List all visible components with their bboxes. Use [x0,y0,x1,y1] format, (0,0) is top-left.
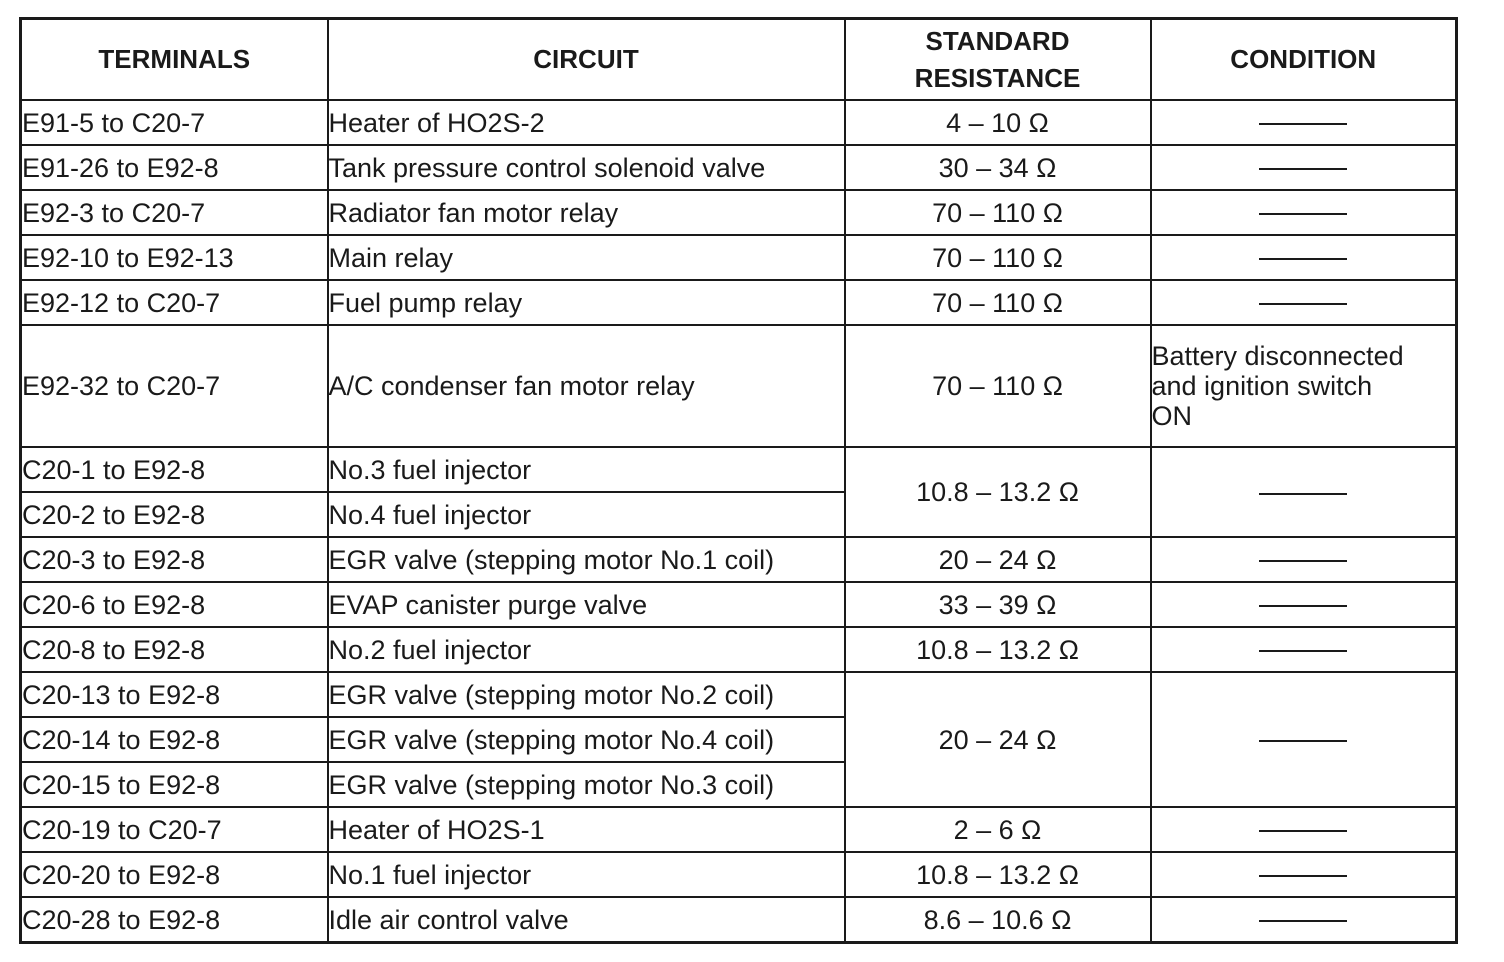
dash-mark [1259,258,1347,260]
condition-cell [1151,325,1457,447]
terminals-cell: C20-28 to E92-8 [21,897,328,943]
header-row [21,19,1457,101]
circuit-cell: EGR valve (stepping motor No.1 coil) [328,537,845,582]
header-condition: CONDITION [1151,19,1457,101]
condition-cell [1151,807,1457,852]
terminals-cell: E92-12 to C20-7 [21,280,328,325]
table-row [21,235,1457,280]
condition-cell [1151,537,1457,582]
condition-line: and ignition switch [1151,371,1373,401]
circuit-cell: Tank pressure control solenoid valve [328,145,845,190]
condition-cell [1151,897,1457,943]
circuit-cell: Main relay [328,235,845,280]
table-row [21,807,1457,852]
resistance-spec-table [19,17,1458,944]
condition-cell [1151,190,1457,235]
dash-mark [1259,493,1347,495]
condition-cell [1151,145,1457,190]
terminals-cell: C20-15 to E92-8 [21,762,328,807]
dash-mark [1259,740,1347,742]
condition-cell [1151,582,1457,627]
circuit-cell: EVAP canister purge valve [328,582,845,627]
condition-cell [1151,852,1457,897]
resistance-cell: 33 – 39 Ω [845,582,1151,627]
table-row [21,145,1457,190]
table-row [21,100,1457,145]
header-circuit: CIRCUIT [328,19,845,101]
dash-mark [1259,920,1347,922]
circuit-cell: EGR valve (stepping motor No.3 coil) [328,762,845,807]
terminals-cell: C20-13 to E92-8 [21,672,328,717]
terminals-cell: C20-1 to E92-8 [21,447,328,492]
circuit-cell: EGR valve (stepping motor No.4 coil) [328,717,845,762]
table-row [21,627,1457,672]
resistance-cell: 8.6 – 10.6 Ω [845,897,1151,943]
condition-line: ON [1151,401,1192,431]
table-row [21,852,1457,897]
terminals-cell: E92-32 to C20-7 [21,325,328,447]
terminals-cell: C20-14 to E92-8 [21,717,328,762]
resistance-cell: 10.8 – 13.2 Ω [845,627,1151,672]
condition-cell [1151,280,1457,325]
dash-mark [1259,875,1347,877]
circuit-cell: Radiator fan motor relay [328,190,845,235]
circuit-cell: Heater of HO2S-1 [328,807,845,852]
dash-mark [1259,560,1347,562]
terminals-cell: E92-10 to E92-13 [21,235,328,280]
resistance-cell: 70 – 110 Ω [845,325,1151,447]
dash-mark [1259,830,1347,832]
condition-cell [1151,100,1457,145]
terminals-cell: E92-3 to C20-7 [21,190,328,235]
circuit-cell: No.4 fuel injector [328,492,845,537]
terminals-cell: C20-8 to E92-8 [21,627,328,672]
table-row [21,537,1457,582]
terminals-cell: C20-19 to C20-7 [21,807,328,852]
circuit-cell: A/C condenser fan motor relay [328,325,845,447]
header-standard-resistance [845,19,1151,101]
circuit-cell: Heater of HO2S-2 [328,100,845,145]
table-row [21,325,1457,447]
condition-cell [1151,447,1457,537]
header-terminals: TERMINALS [21,19,328,101]
resistance-cell: 70 – 110 Ω [845,235,1151,280]
circuit-cell: Idle air control valve [328,897,845,943]
resistance-cell: 10.8 – 13.2 Ω [845,852,1151,897]
resistance-cell: 10.8 – 13.2 Ω [845,447,1151,537]
terminals-cell: E91-26 to E92-8 [21,145,328,190]
resistance-cell: 30 – 34 Ω [845,145,1151,190]
resistance-cell: 70 – 110 Ω [845,190,1151,235]
header-resistance-line1: STANDARD [925,25,1070,56]
table-row [21,582,1457,627]
table-row [21,280,1457,325]
table-row [21,447,1457,492]
terminals-cell: C20-6 to E92-8 [21,582,328,627]
dash-mark [1259,123,1347,125]
condition-cell [1151,235,1457,280]
header-resistance-line2: RESISTANCE [914,62,1081,93]
resistance-cell: 4 – 10 Ω [845,100,1151,145]
circuit-cell: EGR valve (stepping motor No.2 coil) [328,672,845,717]
condition-line: Battery disconnected [1151,341,1404,371]
terminals-cell: C20-20 to E92-8 [21,852,328,897]
dash-mark [1259,605,1347,607]
resistance-cell: 70 – 110 Ω [845,280,1151,325]
dash-mark [1259,303,1347,305]
resistance-cell: 20 – 24 Ω [845,672,1151,807]
condition-cell [1151,627,1457,672]
resistance-cell: 2 – 6 Ω [845,807,1151,852]
table-row [21,190,1457,235]
circuit-cell: No.1 fuel injector [328,852,845,897]
table-row [21,897,1457,943]
terminals-cell: C20-3 to E92-8 [21,537,328,582]
circuit-cell: Fuel pump relay [328,280,845,325]
dash-mark [1259,213,1347,215]
resistance-cell: 20 – 24 Ω [845,537,1151,582]
dash-mark [1259,168,1347,170]
table-row [21,672,1457,717]
dash-mark [1259,650,1347,652]
circuit-cell: No.2 fuel injector [328,627,845,672]
circuit-cell: No.3 fuel injector [328,447,845,492]
terminals-cell: C20-2 to E92-8 [21,492,328,537]
terminals-cell: E91-5 to C20-7 [21,100,328,145]
condition-cell [1151,672,1457,807]
